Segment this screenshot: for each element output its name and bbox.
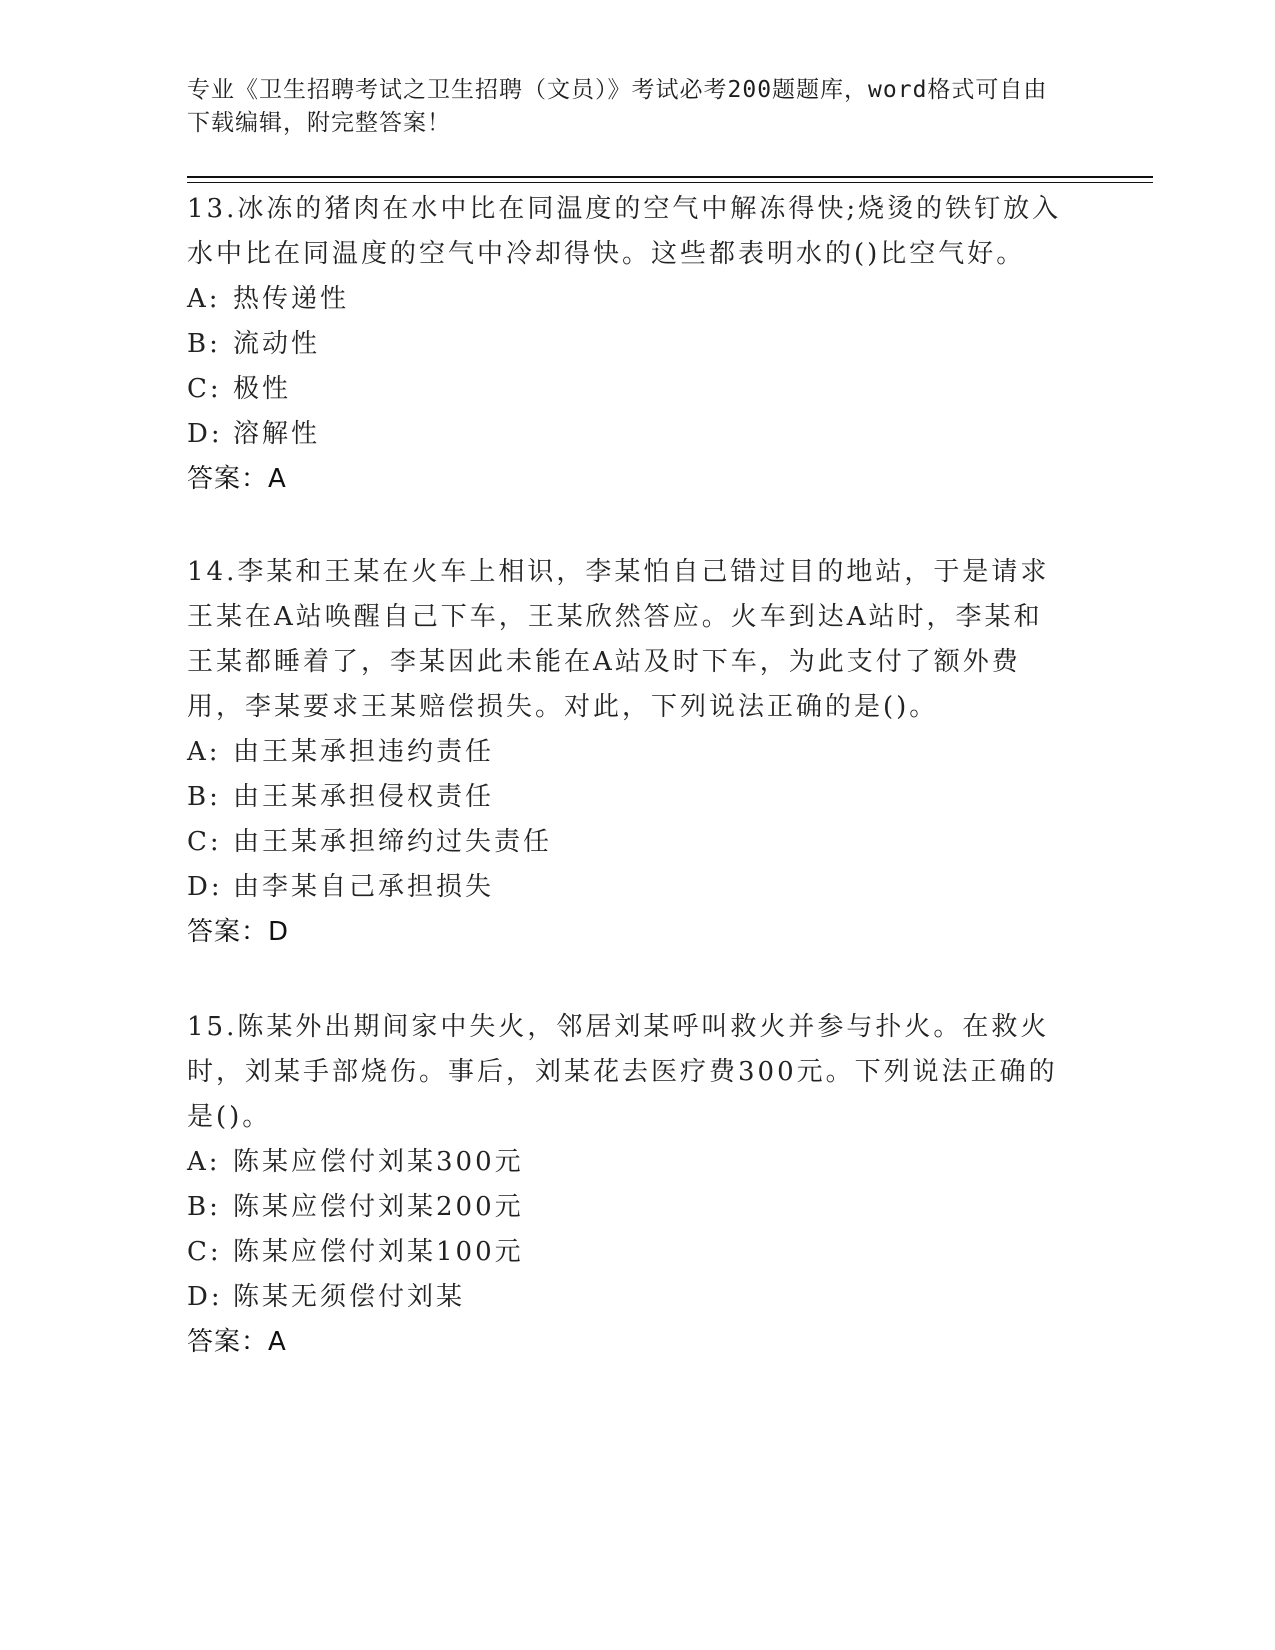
question-stem (187, 1005, 1067, 1140)
option-key: C: (187, 827, 222, 857)
question-14 (187, 550, 1067, 955)
answer-line: 答案：D (187, 917, 290, 947)
option-text: 陈某应偿付刘某200元 (233, 1192, 524, 1222)
option-key: A: (187, 737, 221, 767)
header-divider-thick (187, 176, 1153, 178)
option-d (187, 1275, 1067, 1320)
question-13 (187, 187, 1067, 502)
question-number: 14. (187, 557, 238, 587)
option-key: B: (187, 329, 221, 359)
option-a (187, 730, 1067, 775)
option-key: C: (187, 1237, 222, 1267)
option-c (187, 1230, 1067, 1275)
question-text: 陈某外出期间家中失火，邻居刘某呼叫救火并参与扑火。在救火时，刘某手部烧伤。事后，刘某花去医疗费300元。下列说法正确的是()。 (187, 1012, 1058, 1132)
answer-line: 答案：A (187, 464, 287, 494)
option-text: 流动性 (233, 329, 321, 359)
option-b (187, 775, 1067, 820)
option-text: 陈某应偿付刘某300元 (233, 1147, 524, 1177)
option-key: A: (187, 1147, 221, 1177)
header-divider-thin (187, 182, 1153, 183)
option-c (187, 367, 1067, 412)
option-key: B: (187, 1192, 221, 1222)
option-text: 由王某承担缔约过失责任 (233, 827, 553, 857)
question-stem (187, 187, 1067, 277)
option-text: 极性 (233, 374, 292, 404)
document-header: 专业《卫生招聘考试之卫生招聘（文员）》考试必考200题题库，word格式可自由下载编辑，附完整答案！ (187, 77, 1048, 136)
option-d (187, 412, 1067, 457)
option-text: 热传递性 (233, 284, 350, 314)
option-text: 由王某承担违约责任 (233, 737, 495, 767)
option-a (187, 277, 1067, 322)
option-key: B: (187, 782, 221, 812)
option-d (187, 865, 1067, 910)
option-b (187, 322, 1067, 367)
option-b (187, 1185, 1067, 1230)
answer-line: 答案：A (187, 1327, 287, 1357)
question-stem (187, 550, 1067, 730)
question-number: 15. (187, 1012, 238, 1042)
option-text: 陈某无须偿付刘某 (233, 1282, 466, 1312)
option-key: A: (187, 284, 221, 314)
option-key: C: (187, 374, 222, 404)
option-text: 由李某自己承担损失 (233, 872, 495, 902)
option-text: 溶解性 (233, 419, 321, 449)
option-text: 由王某承担侵权责任 (233, 782, 495, 812)
option-key: D: (187, 1282, 223, 1312)
option-a (187, 1140, 1067, 1185)
option-text: 陈某应偿付刘某100元 (233, 1237, 524, 1267)
option-key: D: (187, 872, 223, 902)
question-text: 李某和王某在火车上相识，李某怕自己错过目的地站，于是请求王某在A站唤醒自己下车，王某欣然答应。火车到达A站时，李某和王某都睡着了，李某因此未能在A站及时下车，为此支付了额外费用，李某要求王某赔偿损失。对此，下列说法正确的是()。 (187, 557, 1050, 722)
question-text: 冰冻的猪肉在水中比在同温度的空气中解冻得快;烧烫的铁钉放入水中比在同温度的空气中冷却得快。这些都表明水的()比空气好。 (187, 194, 1062, 269)
question-number: 13. (187, 194, 238, 224)
question-15 (187, 1005, 1067, 1365)
option-c (187, 820, 1067, 865)
option-key: D: (187, 419, 223, 449)
